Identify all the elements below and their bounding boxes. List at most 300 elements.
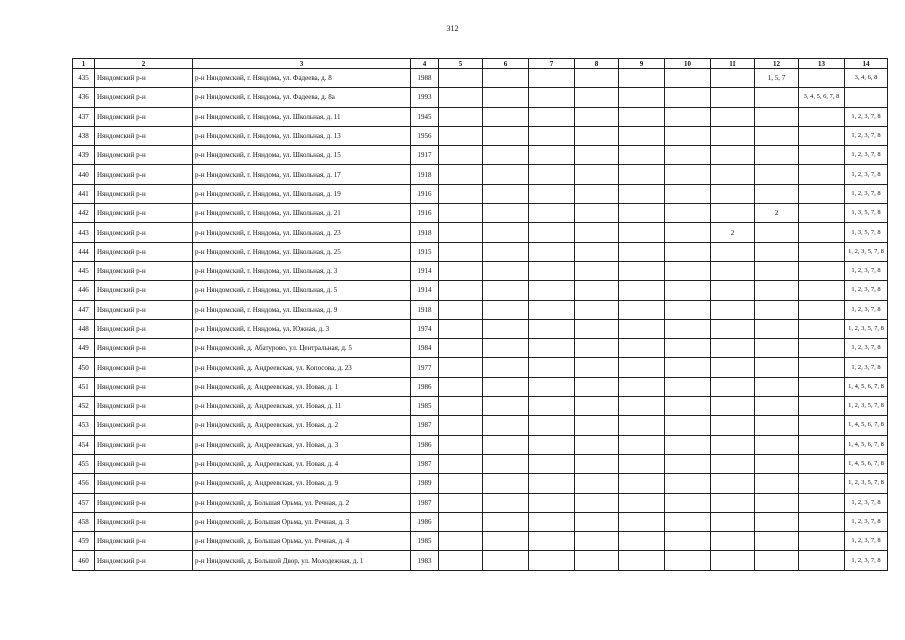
year-cell: 1986 [411, 435, 439, 454]
table-row [73, 107, 888, 126]
col-8-cell [575, 397, 619, 416]
col-5-cell [439, 358, 483, 377]
col-5-cell [439, 435, 483, 454]
address-cell: р-н Няндомский, д. Большая Орьма, ул. Речная, д. 3 [193, 512, 411, 531]
col-5-cell [439, 126, 483, 145]
col-12-cell [755, 281, 799, 300]
col-7-cell [529, 454, 575, 473]
col-9-cell [619, 165, 665, 184]
col-9-cell [619, 319, 665, 338]
col-5-cell [439, 107, 483, 126]
column-header-6: 6 [483, 59, 529, 69]
col-7-cell [529, 261, 575, 280]
col-10-cell [665, 454, 711, 473]
col-8-cell [575, 416, 619, 435]
col-8-cell [575, 493, 619, 512]
table-row [73, 377, 888, 396]
col-13-cell [799, 146, 845, 165]
district-cell: Няндомский р-н [95, 261, 193, 280]
year-cell: 1987 [411, 493, 439, 512]
table-row [73, 512, 888, 531]
col-14-cell: 1, 2, 3, 7, 8 [845, 493, 888, 512]
row-number-cell: 442 [73, 204, 95, 223]
col-8-cell [575, 88, 619, 107]
col-9-cell [619, 69, 665, 88]
col-11-cell [711, 532, 755, 551]
col-13-cell: 3, 4, 5, 6, 7, 8 [799, 88, 845, 107]
col-12-cell [755, 358, 799, 377]
col-9-cell [619, 204, 665, 223]
col-5-cell [439, 184, 483, 203]
col-11-cell [711, 300, 755, 319]
district-cell: Няндомский р-н [95, 300, 193, 319]
col-6-cell [483, 377, 529, 396]
col-11-cell [711, 339, 755, 358]
col-10-cell [665, 261, 711, 280]
col-7-cell [529, 281, 575, 300]
year-cell: 1993 [411, 88, 439, 107]
row-number-cell: 441 [73, 184, 95, 203]
col-13-cell [799, 435, 845, 454]
row-number-cell: 456 [73, 474, 95, 493]
row-number-cell: 459 [73, 532, 95, 551]
col-7-cell [529, 397, 575, 416]
year-cell: 1914 [411, 281, 439, 300]
col-8-cell [575, 319, 619, 338]
col-13-cell [799, 493, 845, 512]
col-11-cell [711, 435, 755, 454]
col-14-cell: 1, 4, 5, 6, 7, 8 [845, 454, 888, 473]
col-5-cell [439, 454, 483, 473]
address-cell: р-н Няндомский, д. Большой Двор, ул. Молодежная, д. 1 [193, 551, 411, 570]
table-row [73, 435, 888, 454]
year-cell: 1916 [411, 184, 439, 203]
col-11-cell [711, 69, 755, 88]
col-5-cell [439, 146, 483, 165]
district-cell: Няндомский р-н [95, 377, 193, 396]
col-9-cell [619, 397, 665, 416]
col-14-cell: 1, 2, 3, 7, 8 [845, 358, 888, 377]
col-14-cell: 1, 4, 5, 6, 7, 8 [845, 435, 888, 454]
col-8-cell [575, 107, 619, 126]
page-number: 312 [446, 24, 459, 33]
col-10-cell [665, 493, 711, 512]
row-number-cell: 454 [73, 435, 95, 454]
col-13-cell [799, 377, 845, 396]
col-7-cell [529, 69, 575, 88]
year-cell: 1914 [411, 261, 439, 280]
row-number-cell: 436 [73, 88, 95, 107]
col-14-cell: 1, 2, 3, 7, 8 [845, 300, 888, 319]
col-8-cell [575, 454, 619, 473]
address-cell: р-н Няндомский, г. Няндома, ул. Школьная, д. 3 [193, 261, 411, 280]
table-body [73, 69, 888, 571]
col-7-cell [529, 300, 575, 319]
col-14-cell: 1, 2, 3, 7, 8 [845, 281, 888, 300]
col-6-cell [483, 88, 529, 107]
district-cell: Няндомский р-н [95, 69, 193, 88]
col-7-cell [529, 107, 575, 126]
col-7-cell [529, 435, 575, 454]
col-10-cell [665, 204, 711, 223]
col-13-cell [799, 261, 845, 280]
col-12-cell [755, 126, 799, 145]
district-cell: Няндомский р-н [95, 416, 193, 435]
col-10-cell [665, 512, 711, 531]
col-5-cell [439, 204, 483, 223]
year-cell: 1977 [411, 358, 439, 377]
col-10-cell [665, 300, 711, 319]
col-5-cell [439, 551, 483, 570]
address-cell: р-н Няндомский, г. Няндома, ул. Школьная, д. 11 [193, 107, 411, 126]
table-row [73, 551, 888, 570]
col-11-cell [711, 512, 755, 531]
col-8-cell [575, 261, 619, 280]
row-number-cell: 435 [73, 69, 95, 88]
col-10-cell [665, 416, 711, 435]
col-8-cell [575, 377, 619, 396]
col-14-cell: 1, 2, 3, 7, 8 [845, 107, 888, 126]
col-7-cell [529, 242, 575, 261]
col-9-cell [619, 454, 665, 473]
district-cell: Няндомский р-н [95, 358, 193, 377]
col-13-cell [799, 69, 845, 88]
col-9-cell [619, 88, 665, 107]
address-cell: р-н Няндомский, д. Андреевская, ул. Новая, д. 9 [193, 474, 411, 493]
column-header-14: 14 [845, 59, 888, 69]
col-13-cell [799, 319, 845, 338]
col-13-cell [799, 512, 845, 531]
col-6-cell [483, 146, 529, 165]
col-6-cell [483, 551, 529, 570]
col-5-cell [439, 493, 483, 512]
col-11-cell [711, 107, 755, 126]
col-8-cell [575, 474, 619, 493]
col-10-cell [665, 339, 711, 358]
col-7-cell [529, 493, 575, 512]
col-13-cell [799, 165, 845, 184]
row-number-cell: 458 [73, 512, 95, 531]
year-cell: 1916 [411, 204, 439, 223]
col-7-cell [529, 319, 575, 338]
col-6-cell [483, 69, 529, 88]
col-11-cell [711, 165, 755, 184]
district-cell: Няндомский р-н [95, 223, 193, 242]
col-13-cell [799, 474, 845, 493]
table-row [73, 242, 888, 261]
year-cell: 1985 [411, 532, 439, 551]
col-8-cell [575, 69, 619, 88]
col-14-cell: 1, 2, 3, 5, 7, 8 [845, 397, 888, 416]
col-11-cell [711, 126, 755, 145]
year-cell: 1945 [411, 107, 439, 126]
table-row [73, 165, 888, 184]
address-cell: р-н Няндомский, д. Большая Орьма, ул. Речная, д. 2 [193, 493, 411, 512]
col-11-cell [711, 377, 755, 396]
col-6-cell [483, 512, 529, 531]
col-8-cell [575, 146, 619, 165]
col-13-cell [799, 126, 845, 145]
col-12-cell [755, 512, 799, 531]
col-8-cell [575, 339, 619, 358]
district-cell: Няндомский р-н [95, 146, 193, 165]
col-10-cell [665, 319, 711, 338]
col-9-cell [619, 300, 665, 319]
row-number-cell: 439 [73, 146, 95, 165]
col-6-cell [483, 397, 529, 416]
col-14-cell: 1, 2, 3, 5, 7, 8 [845, 319, 888, 338]
year-cell: 1915 [411, 242, 439, 261]
district-cell: Няндомский р-н [95, 532, 193, 551]
col-12-cell: 2 [755, 204, 799, 223]
year-cell: 1918 [411, 223, 439, 242]
col-5-cell [439, 223, 483, 242]
col-6-cell [483, 474, 529, 493]
col-5-cell [439, 88, 483, 107]
address-cell: р-н Няндомский, д. Большая Орьма, ул. Речная, д. 4 [193, 532, 411, 551]
col-10-cell [665, 435, 711, 454]
register-table [72, 58, 888, 571]
year-cell: 1985 [411, 397, 439, 416]
col-5-cell [439, 319, 483, 338]
col-9-cell [619, 377, 665, 396]
table-row [73, 281, 888, 300]
col-14-cell: 1, 4, 5, 6, 7, 8 [845, 416, 888, 435]
col-13-cell [799, 107, 845, 126]
col-11-cell [711, 397, 755, 416]
col-12-cell [755, 107, 799, 126]
year-cell: 1988 [411, 69, 439, 88]
district-cell: Няндомский р-н [95, 281, 193, 300]
col-11-cell [711, 493, 755, 512]
col-7-cell [529, 512, 575, 531]
address-cell: р-н Няндомский, д. Андреевская, ул. Копосова, д. 23 [193, 358, 411, 377]
address-cell: р-н Няндомский, д. Андреевская, ул. Новая, д. 4 [193, 454, 411, 473]
column-header-9: 9 [619, 59, 665, 69]
year-cell: 1918 [411, 165, 439, 184]
table-row [73, 474, 888, 493]
col-6-cell [483, 184, 529, 203]
col-10-cell [665, 165, 711, 184]
col-8-cell [575, 242, 619, 261]
col-12-cell [755, 416, 799, 435]
col-12-cell [755, 454, 799, 473]
district-cell: Няндомский р-н [95, 126, 193, 145]
table-row [73, 69, 888, 88]
row-number-cell: 446 [73, 281, 95, 300]
col-10-cell [665, 69, 711, 88]
col-11-cell [711, 184, 755, 203]
col-14-cell: 1, 2, 3, 7, 8 [845, 261, 888, 280]
year-cell: 1974 [411, 319, 439, 338]
column-header-7: 7 [529, 59, 575, 69]
col-13-cell [799, 223, 845, 242]
col-8-cell [575, 165, 619, 184]
col-5-cell [439, 281, 483, 300]
col-12-cell [755, 88, 799, 107]
col-10-cell [665, 397, 711, 416]
col-14-cell: 1, 2, 3, 7, 8 [845, 551, 888, 570]
table-row [73, 358, 888, 377]
district-cell: Няндомский р-н [95, 165, 193, 184]
col-5-cell [439, 261, 483, 280]
col-6-cell [483, 107, 529, 126]
table-row [73, 204, 888, 223]
col-8-cell [575, 223, 619, 242]
col-11-cell [711, 88, 755, 107]
col-5-cell [439, 416, 483, 435]
col-7-cell [529, 474, 575, 493]
header-row [73, 59, 888, 69]
address-cell: р-н Няндомский, г. Няндома, ул. Школьная, д. 21 [193, 204, 411, 223]
col-9-cell [619, 532, 665, 551]
row-number-cell: 450 [73, 358, 95, 377]
col-9-cell [619, 512, 665, 531]
col-10-cell [665, 551, 711, 570]
col-7-cell [529, 339, 575, 358]
col-14-cell: 1, 2, 3, 7, 8 [845, 184, 888, 203]
col-10-cell [665, 242, 711, 261]
address-cell: р-н Няндомский, г. Няндома, ул. Фадеева, д. 8 [193, 69, 411, 88]
column-header-4: 4 [411, 59, 439, 69]
col-10-cell [665, 474, 711, 493]
col-10-cell [665, 146, 711, 165]
row-number-cell: 460 [73, 551, 95, 570]
row-number-cell: 438 [73, 126, 95, 145]
col-6-cell [483, 165, 529, 184]
table-row [73, 261, 888, 280]
col-7-cell [529, 146, 575, 165]
col-5-cell [439, 532, 483, 551]
col-7-cell [529, 184, 575, 203]
year-cell: 1918 [411, 300, 439, 319]
year-cell: 1986 [411, 512, 439, 531]
address-cell: р-н Няндомский, г. Няндома, ул. Школьная, д. 15 [193, 146, 411, 165]
col-12-cell [755, 184, 799, 203]
col-5-cell [439, 242, 483, 261]
col-13-cell [799, 242, 845, 261]
col-5-cell [439, 397, 483, 416]
col-6-cell [483, 261, 529, 280]
col-13-cell [799, 454, 845, 473]
column-header-11: 11 [711, 59, 755, 69]
col-13-cell [799, 551, 845, 570]
row-number-cell: 457 [73, 493, 95, 512]
district-cell: Няндомский р-н [95, 474, 193, 493]
col-12-cell [755, 397, 799, 416]
col-14-cell: 1, 2, 3, 5, 7, 8 [845, 474, 888, 493]
district-cell: Няндомский р-н [95, 339, 193, 358]
col-12-cell [755, 261, 799, 280]
col-11-cell [711, 474, 755, 493]
col-5-cell [439, 512, 483, 531]
table-row [73, 493, 888, 512]
table-row [73, 88, 888, 107]
col-8-cell [575, 435, 619, 454]
col-7-cell [529, 416, 575, 435]
year-cell: 1987 [411, 416, 439, 435]
col-9-cell [619, 223, 665, 242]
col-9-cell [619, 358, 665, 377]
col-8-cell [575, 512, 619, 531]
column-header-13: 13 [799, 59, 845, 69]
address-cell: р-н Няндомский, г. Няндома, ул. Школьная, д. 9 [193, 300, 411, 319]
district-cell: Няндомский р-н [95, 397, 193, 416]
col-9-cell [619, 416, 665, 435]
col-11-cell [711, 261, 755, 280]
col-10-cell [665, 377, 711, 396]
col-9-cell [619, 242, 665, 261]
col-5-cell [439, 300, 483, 319]
col-14-cell: 1, 2, 3, 5, 7, 8 [845, 242, 888, 261]
col-6-cell [483, 339, 529, 358]
address-cell: р-н Няндомский, г. Няндома, ул. Школьная, д. 17 [193, 165, 411, 184]
col-6-cell [483, 242, 529, 261]
col-5-cell [439, 69, 483, 88]
column-header-2: 2 [95, 59, 193, 69]
district-cell: Няндомский р-н [95, 512, 193, 531]
col-6-cell [483, 319, 529, 338]
table-row [73, 532, 888, 551]
col-12-cell [755, 242, 799, 261]
col-8-cell [575, 281, 619, 300]
col-12-cell [755, 532, 799, 551]
col-11-cell [711, 416, 755, 435]
col-12-cell [755, 474, 799, 493]
row-number-cell: 449 [73, 339, 95, 358]
district-cell: Няндомский р-н [95, 454, 193, 473]
col-11-cell: 2 [711, 223, 755, 242]
col-14-cell: 1, 2, 3, 7, 8 [845, 165, 888, 184]
col-8-cell [575, 532, 619, 551]
column-header-5: 5 [439, 59, 483, 69]
address-cell: р-н Няндомский, д. Андреевская, ул. Новая, д. 11 [193, 397, 411, 416]
col-6-cell [483, 454, 529, 473]
year-cell: 1984 [411, 339, 439, 358]
col-6-cell [483, 493, 529, 512]
col-9-cell [619, 107, 665, 126]
col-10-cell [665, 107, 711, 126]
row-number-cell: 455 [73, 454, 95, 473]
year-cell: 1917 [411, 146, 439, 165]
district-cell: Няндомский р-н [95, 88, 193, 107]
year-cell: 1987 [411, 454, 439, 473]
col-11-cell [711, 319, 755, 338]
col-12-cell [755, 493, 799, 512]
col-12-cell [755, 339, 799, 358]
col-14-cell: 1, 4, 5, 6, 7, 8 [845, 377, 888, 396]
column-header-3: 3 [193, 59, 411, 69]
col-8-cell [575, 184, 619, 203]
address-cell: р-н Няндомский, г. Няндома, ул. Школьная, д. 13 [193, 126, 411, 145]
col-6-cell [483, 416, 529, 435]
col-6-cell [483, 300, 529, 319]
table-row [73, 339, 888, 358]
col-13-cell [799, 300, 845, 319]
column-header-10: 10 [665, 59, 711, 69]
table-row [73, 300, 888, 319]
col-14-cell: 1, 3, 5, 7, 8 [845, 204, 888, 223]
col-12-cell [755, 377, 799, 396]
col-13-cell [799, 358, 845, 377]
district-cell: Няндомский р-н [95, 551, 193, 570]
district-cell: Няндомский р-н [95, 493, 193, 512]
table-row [73, 416, 888, 435]
address-cell: р-н Няндомский, г. Няндома, ул. Школьная, д. 19 [193, 184, 411, 203]
col-12-cell [755, 319, 799, 338]
table-row [73, 454, 888, 473]
col-11-cell [711, 551, 755, 570]
